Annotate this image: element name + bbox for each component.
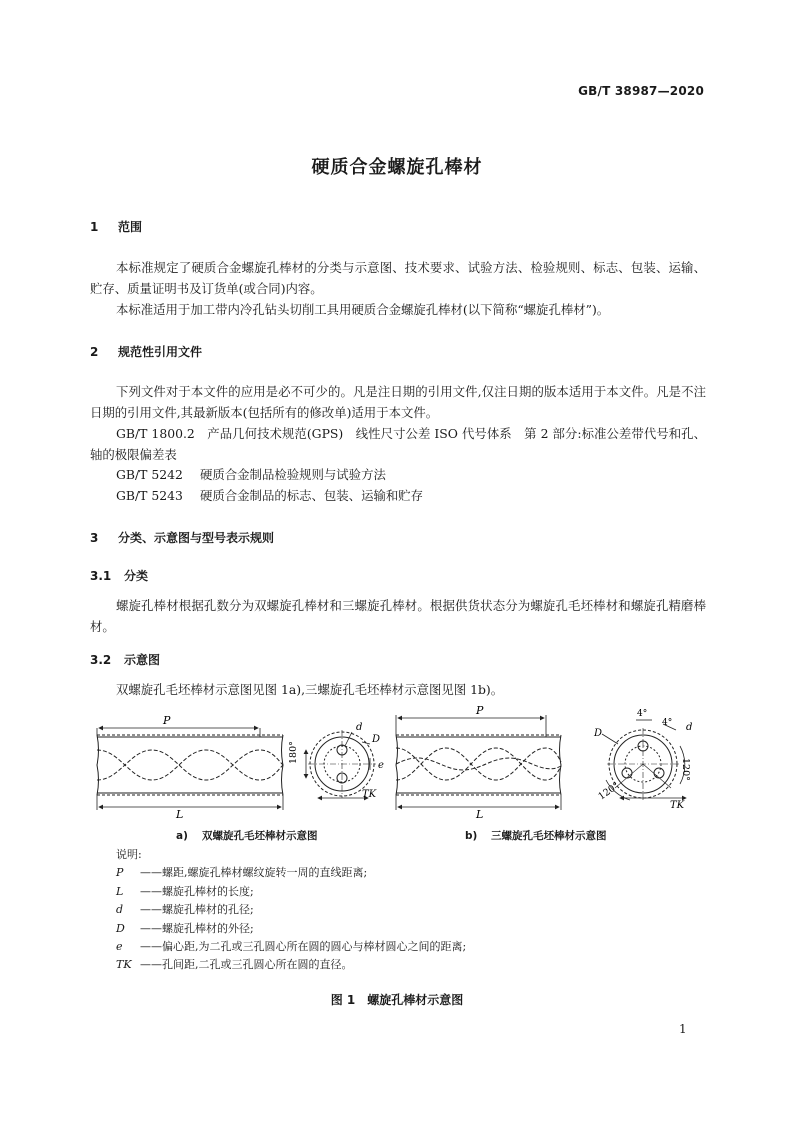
section-title: 分类、示意图与型号表示规则 <box>118 531 275 545</box>
section-title: 分类 <box>124 569 149 583</box>
reference-gbt-5243 <box>116 486 423 504</box>
legend-description: ——螺旋孔棒材的长度; <box>140 884 254 898</box>
figure-1-drawings <box>0 700 794 830</box>
section-3-1-heading <box>90 567 148 584</box>
subfigure-label: a) <box>176 830 188 842</box>
label-l-a: L <box>176 808 184 821</box>
bar-side-view-b <box>396 735 561 795</box>
legend-description: ——孔间距,二孔或三孔圆心所在圆的直径。 <box>140 958 353 972</box>
legend-item <box>116 883 466 901</box>
section-title: 范围 <box>118 220 143 234</box>
section-1-paragraph-2: 本标准适用于加工带内冷孔钻头切削工具用硬质合金螺旋孔棒材(以下简称“螺旋孔棒材”)。 <box>116 302 610 317</box>
section-2-paragraph-1: 下列文件对于本文件的应用是必不可少的。凡是注日期的引用文件,仅注日期的版本适用于本文件。凡是不注日期的引用文件,其最新版本(包括所有的修改单)适用于本文件。 <box>90 384 706 420</box>
dimension-p-b <box>396 715 546 737</box>
legend-item <box>116 864 466 882</box>
section-1-heading <box>90 218 142 235</box>
label-l-b: L <box>476 808 484 821</box>
legend-title: 说明: <box>116 848 142 861</box>
label-p-a: P <box>163 714 171 727</box>
legend-symbol: d <box>116 903 124 917</box>
reference-code: GB/T 5243 <box>116 488 183 503</box>
label-angle-120-a: 120° <box>680 758 691 781</box>
dimension-l-a <box>97 795 283 810</box>
subfigure-b-caption <box>465 828 607 843</box>
subfigure-title: 双螺旋孔毛坯棒材示意图 <box>202 830 318 842</box>
section-title: 示意图 <box>124 653 161 667</box>
section-1-paragraph-1: 本标准规定了硬质合金螺旋孔棒材的分类与示意图、技术要求、试验方法、检验规则、标志、包装、运输、贮存、质量证明书及订货单(或合同)内容。 <box>90 260 706 296</box>
reference-title: 硬质合金制品检验规则与试验方法 <box>200 467 386 482</box>
standard-number: GB/T 38987—2020 <box>578 84 704 98</box>
label-tk-b: TK <box>670 800 685 811</box>
section-number: 1 <box>90 220 99 234</box>
subfigure-label: b) <box>465 830 478 842</box>
label-angle-120-b: 120° <box>596 780 622 803</box>
legend-item <box>116 956 466 974</box>
section-number: 3.1 <box>90 569 112 583</box>
section-2-heading <box>90 343 202 360</box>
section-3-1-paragraph: 螺旋孔棒材根据孔数分为双螺旋孔棒材和三螺旋孔棒材。根据供货状态分为螺旋孔毛坯棒材和螺旋孔精磨棒材。 <box>90 598 706 634</box>
reference-title: 硬质合金制品的标志、包装、运输和贮存 <box>200 488 424 503</box>
legend-item <box>116 920 466 938</box>
legend-description: ——偏心距,为二孔或三孔圆心所在圆的圆心与棒材圆心之间的距离; <box>140 940 467 954</box>
legend-description: ——螺距,螺旋孔棒材螺纹旋转一周的直线距离; <box>140 866 368 880</box>
subfigure-title: 三螺旋孔毛坯棒材示意图 <box>491 830 607 842</box>
reference-gbt-5242 <box>116 465 386 483</box>
section-3-2-heading <box>90 651 160 668</box>
end-view-a <box>306 730 376 798</box>
bar-side-view-a <box>97 735 283 795</box>
legend-symbol: D <box>116 921 125 935</box>
reference-code: GB/T 5242 <box>116 467 183 482</box>
page-number: 1 <box>679 1022 687 1036</box>
legend-symbol: L <box>116 884 124 898</box>
legend-item <box>116 938 466 956</box>
legend-symbol: TK <box>116 958 132 972</box>
legend-description: ——螺旋孔棒材的孔径; <box>140 903 254 917</box>
legend-description: ——螺旋孔棒材的外径; <box>140 921 254 935</box>
label-p-b: P <box>476 704 484 717</box>
section-3-2-paragraph: 双螺旋孔毛坯棒材示意图见图 1a),三螺旋孔毛坯棒材示意图见图 1b)。 <box>116 682 504 697</box>
label-angle-180: 180° <box>288 741 299 764</box>
figure-caption: 图 1 螺旋孔棒材示意图 <box>330 993 464 1007</box>
hole-circle <box>622 768 632 778</box>
label-e-a: e <box>378 760 384 771</box>
section-number: 3 <box>90 531 99 545</box>
legend-item <box>116 901 466 919</box>
section-number: 3.2 <box>90 653 112 667</box>
section-number: 2 <box>90 345 99 359</box>
document-title: 硬质合金螺旋孔棒材 <box>311 157 483 178</box>
reference-gbt-1800-2: GB/T 1800.2 产品几何技术规范(GPS) 线性尺寸公差 ISO 代号体系 第 2 部分:标准公差带代号和孔、轴的极限偏差表 <box>90 426 706 462</box>
legend-symbol: e <box>116 940 123 954</box>
label-angle-4-b: 4° <box>662 718 673 728</box>
label-d-a: d <box>356 722 363 733</box>
section-title: 规范性引用文件 <box>118 345 203 359</box>
figure-legend <box>116 846 466 975</box>
label-angle-4-a: 4° <box>637 709 648 719</box>
subfigure-a-caption <box>176 828 318 843</box>
label-outer-d-a: D <box>372 734 381 745</box>
label-d-b: d <box>686 722 693 733</box>
dimension-p-a <box>97 728 260 737</box>
section-3-heading <box>90 529 274 546</box>
legend-symbol: P <box>116 866 124 880</box>
label-tk-a: TK <box>362 789 377 800</box>
label-outer-d-b: D <box>594 728 603 739</box>
